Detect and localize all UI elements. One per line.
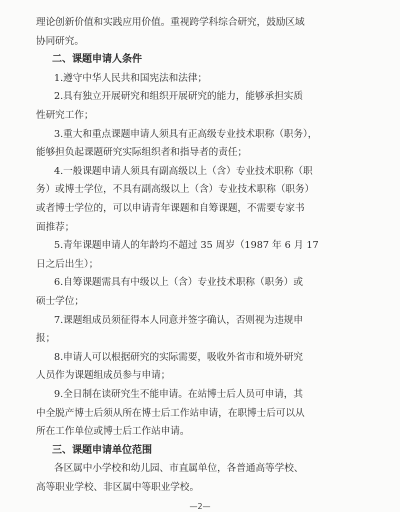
text-line: 高等职业学校、非区属中等职业学校。	[36, 482, 200, 493]
text-line: 7.课题组成员须征得本人同意并签字确认，否则视为违规申	[54, 314, 303, 326]
text-line: 各区属中小学校和幼儿园、市直属单位，各普通高等学校、	[54, 463, 304, 475]
text-line: 6.自筹课题需具有中级以上（含）专业技术职称（职务）或	[54, 277, 303, 289]
page-number: —2—	[189, 502, 211, 511]
text-line: 1.遵守中华人民共和国宪法和法律；	[54, 72, 208, 84]
text-line: 4.一般课题申请人须具有副高级以上（含）专业技术职称（职	[54, 165, 313, 177]
text-line: 理论创新价值和实践应用价值。重视跨学科综合研究，鼓励区域	[36, 17, 305, 28]
section-heading: 二、课题申请人条件	[52, 54, 142, 66]
text-line: 5.青年课题申请人的年龄均不超过 35 周岁（1987 年 6 月 17	[54, 240, 319, 252]
text-line: 务）或博士学位，不具有副高级以上（含）专业技术职称（职务）	[36, 184, 315, 196]
text-line: 面推荐；	[36, 221, 75, 233]
text-line: 3.重大和重点课题申请人须具有正高级专业技术职称（职务），	[54, 128, 318, 140]
page-content	[36, 14, 364, 512]
text-line: 2.具有独立开展研究和组织开展研究的能力，能够承担实质	[54, 91, 303, 103]
text-line: 所在工作单位或博士后工作站申请。	[36, 426, 190, 438]
text-line: 8.申请人可以根据研究的实际需要，吸收外省市和境外研究	[54, 351, 303, 363]
section-heading: 三、课题申请单位范围	[52, 444, 152, 456]
text-line: 中全脱产博士后须从所在博士后工作站申请，在职博士后可以从	[36, 407, 305, 419]
text-line: 性研究工作；	[36, 110, 94, 121]
text-line: 硕士学位；	[36, 296, 84, 307]
text-line: 或者博士学位的，可以申请青年课题和自筹课题，不需要专家书	[36, 203, 305, 214]
text-line: 报；	[36, 333, 56, 345]
text-line: 日之后出生）；	[36, 258, 99, 270]
text-line: 协同研究。	[36, 35, 84, 47]
text-line: 9.全日制在读研究生不能申请。在站博士后人员可申请，其	[54, 389, 303, 400]
text-line: 能够担负起课题研究实际组织者和指导者的责任；	[36, 147, 248, 159]
text-line: 人员作为课题组成员参与申请；	[36, 370, 171, 382]
